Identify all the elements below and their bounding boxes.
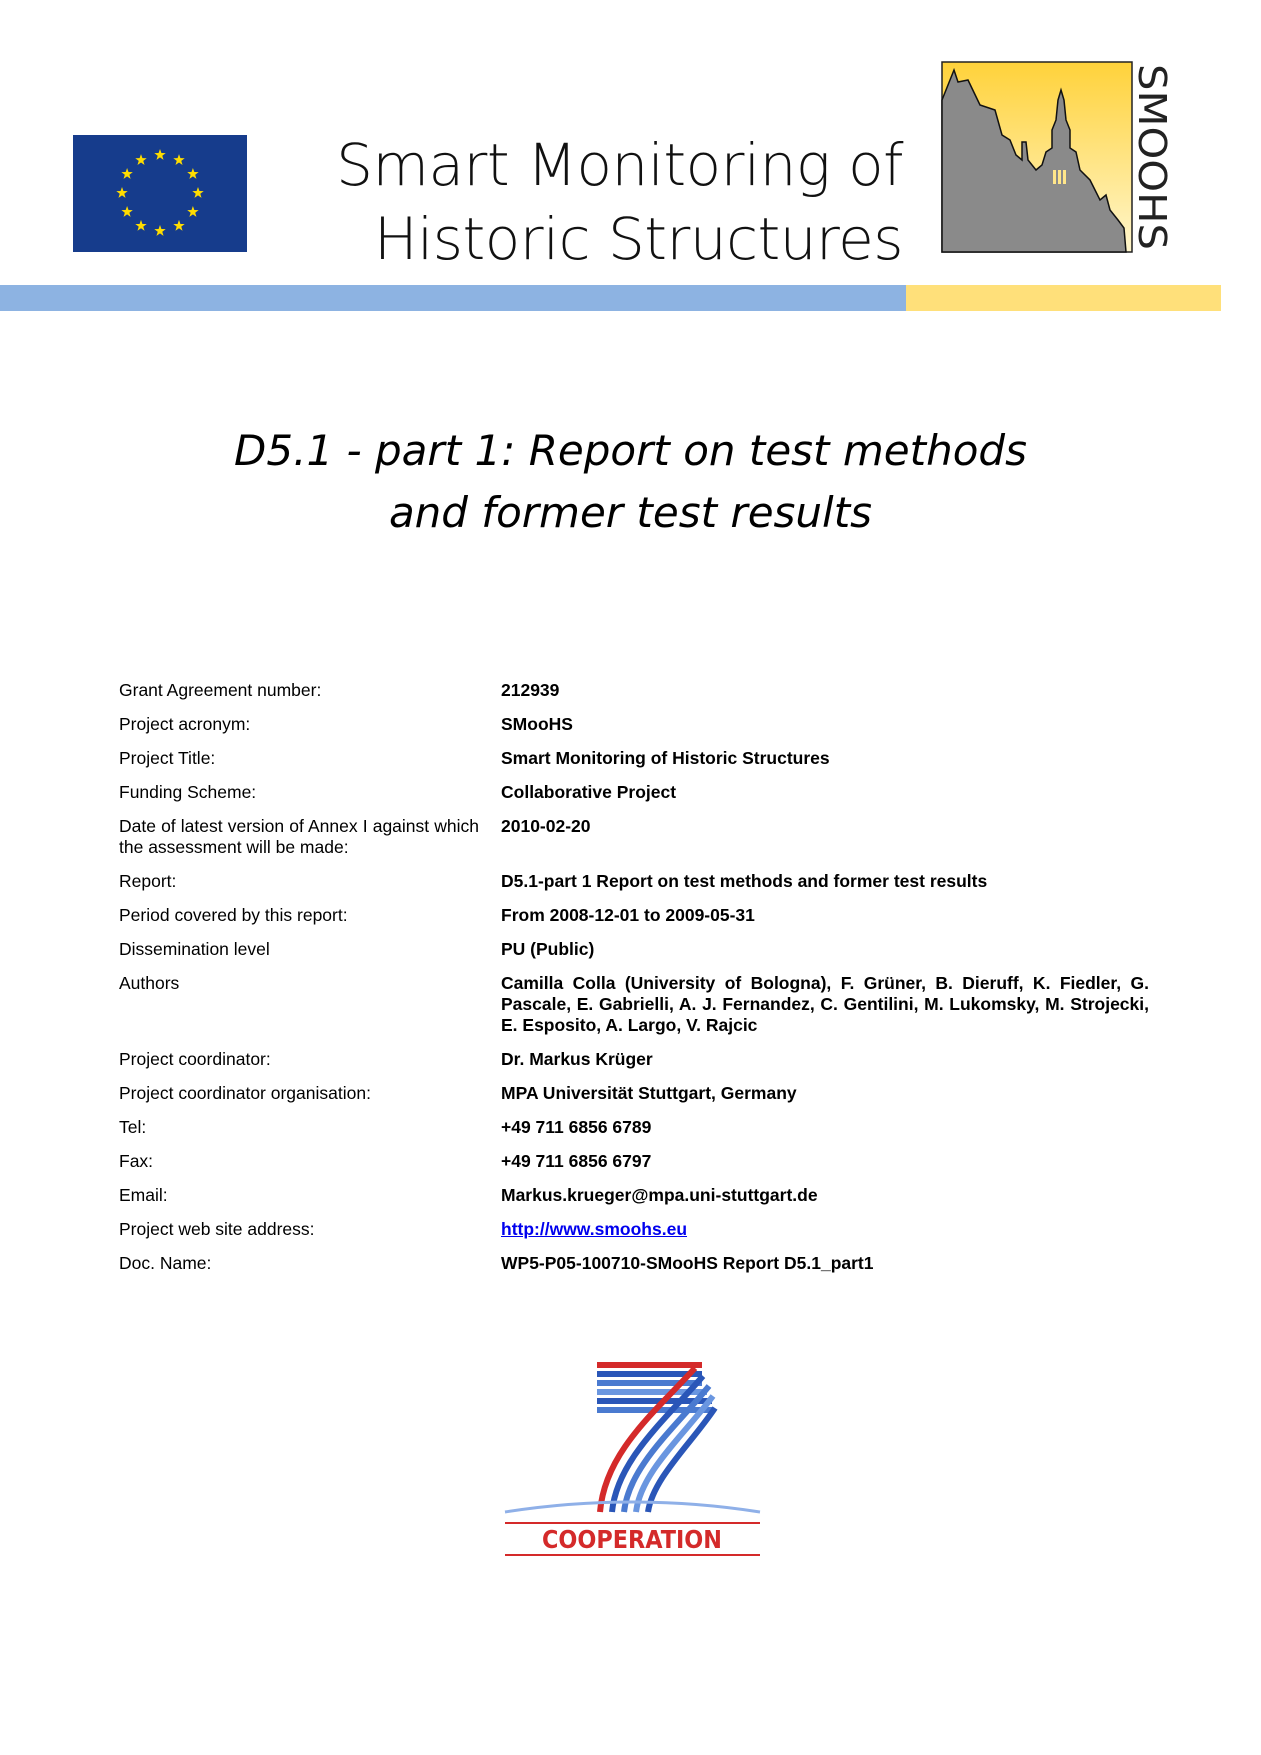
info-label: Project web site address: bbox=[119, 1219, 315, 1239]
info-value: Camilla Colla (University of Bologna), F. Grüner, B. Dieruff, K. Fiedler, G. Pascale, E. Gabrielli, A. J. Fernandez, C. Gentilini, M. Lukomsky, M. Strojecki, E. Esposito, A. Largo, V. Rajcic bbox=[501, 973, 1149, 1035]
cooperation-label: COOPERATION bbox=[542, 1525, 722, 1554]
info-value: Smart Monitoring of Historic Structures bbox=[501, 748, 830, 768]
info-row-annex-date bbox=[119, 816, 1149, 871]
project-info-table bbox=[119, 680, 1149, 1287]
info-value: WP5-P05-100710-SMooHS Report D5.1_part1 bbox=[501, 1253, 874, 1273]
info-value: MPA Universität Stuttgart, Germany bbox=[501, 1083, 797, 1103]
title-line-2: Historic Structures bbox=[374, 205, 903, 273]
info-row-coordinator bbox=[119, 1049, 1149, 1083]
info-value: 212939 bbox=[501, 680, 560, 700]
info-value-cell bbox=[501, 1219, 1149, 1253]
info-value: 2010-02-20 bbox=[501, 816, 591, 836]
info-row-tel bbox=[119, 1117, 1149, 1151]
report-title-line-2: and former test results bbox=[388, 488, 873, 537]
info-label: Project Title: bbox=[119, 748, 216, 768]
info-row-grant bbox=[119, 680, 1149, 714]
info-label: Project coordinator organisation: bbox=[119, 1083, 371, 1103]
info-label: Project coordinator: bbox=[119, 1049, 271, 1069]
info-label: Grant Agreement number: bbox=[119, 680, 322, 700]
info-row-fax bbox=[119, 1151, 1149, 1185]
report-title bbox=[0, 420, 1261, 544]
report-title-line-1: D5.1 - part 1: Report on test methods bbox=[234, 426, 1027, 475]
info-value: SMooHS bbox=[501, 714, 573, 734]
info-label: Tel: bbox=[119, 1117, 147, 1137]
info-label: Period covered by this report: bbox=[119, 905, 348, 925]
info-label: Doc. Name: bbox=[119, 1253, 212, 1273]
info-row-docname bbox=[119, 1253, 1149, 1287]
info-value: From 2008-12-01 to 2009-05-31 bbox=[501, 905, 755, 925]
website-link[interactable]: http://www.smoohs.eu bbox=[501, 1219, 688, 1239]
info-value: D5.1-part 1 Report on test methods and former test results bbox=[501, 871, 988, 891]
info-value: +49 711 6856 6797 bbox=[501, 1151, 652, 1171]
info-label: Report: bbox=[119, 871, 177, 891]
info-row-period bbox=[119, 905, 1149, 939]
info-row-report bbox=[119, 871, 1149, 905]
info-row-acronym bbox=[119, 714, 1149, 748]
info-row-organisation bbox=[119, 1083, 1149, 1117]
smoohs-logo bbox=[940, 60, 1174, 256]
info-value: +49 711 6856 6789 bbox=[501, 1117, 652, 1137]
info-label: Fax: bbox=[119, 1151, 154, 1171]
title-line-1: Smart Monitoring of bbox=[336, 131, 903, 199]
info-value: Markus.krueger@mpa.uni-stuttgart.de bbox=[501, 1185, 818, 1205]
info-label: Funding Scheme: bbox=[119, 782, 257, 802]
info-value: Collaborative Project bbox=[501, 782, 677, 802]
info-label: Authors bbox=[119, 973, 180, 993]
eu-flag-icon bbox=[73, 135, 247, 252]
info-row-funding bbox=[119, 782, 1149, 816]
info-row-website bbox=[119, 1219, 1149, 1253]
fp7-cooperation-logo bbox=[505, 1362, 760, 1557]
fp7-seven-icon bbox=[597, 1362, 715, 1512]
info-row-authors bbox=[119, 973, 1149, 1049]
project-title-header bbox=[336, 128, 903, 276]
header-band-blue bbox=[0, 285, 906, 311]
info-value: PU (Public) bbox=[501, 939, 595, 959]
info-label: Dissemination level bbox=[119, 939, 270, 959]
info-label: Date of latest version of Annex I against which the assessment will be made: bbox=[119, 816, 479, 857]
info-value: Dr. Markus Krüger bbox=[501, 1049, 653, 1069]
info-row-dissemination bbox=[119, 939, 1149, 973]
info-row-email bbox=[119, 1185, 1149, 1219]
info-label: Project acronym: bbox=[119, 714, 251, 734]
info-row-title bbox=[119, 748, 1149, 782]
smoohs-logo-text: SMOOHS bbox=[1130, 64, 1174, 234]
header-band-yellow bbox=[906, 285, 1221, 311]
info-label: Email: bbox=[119, 1185, 168, 1205]
